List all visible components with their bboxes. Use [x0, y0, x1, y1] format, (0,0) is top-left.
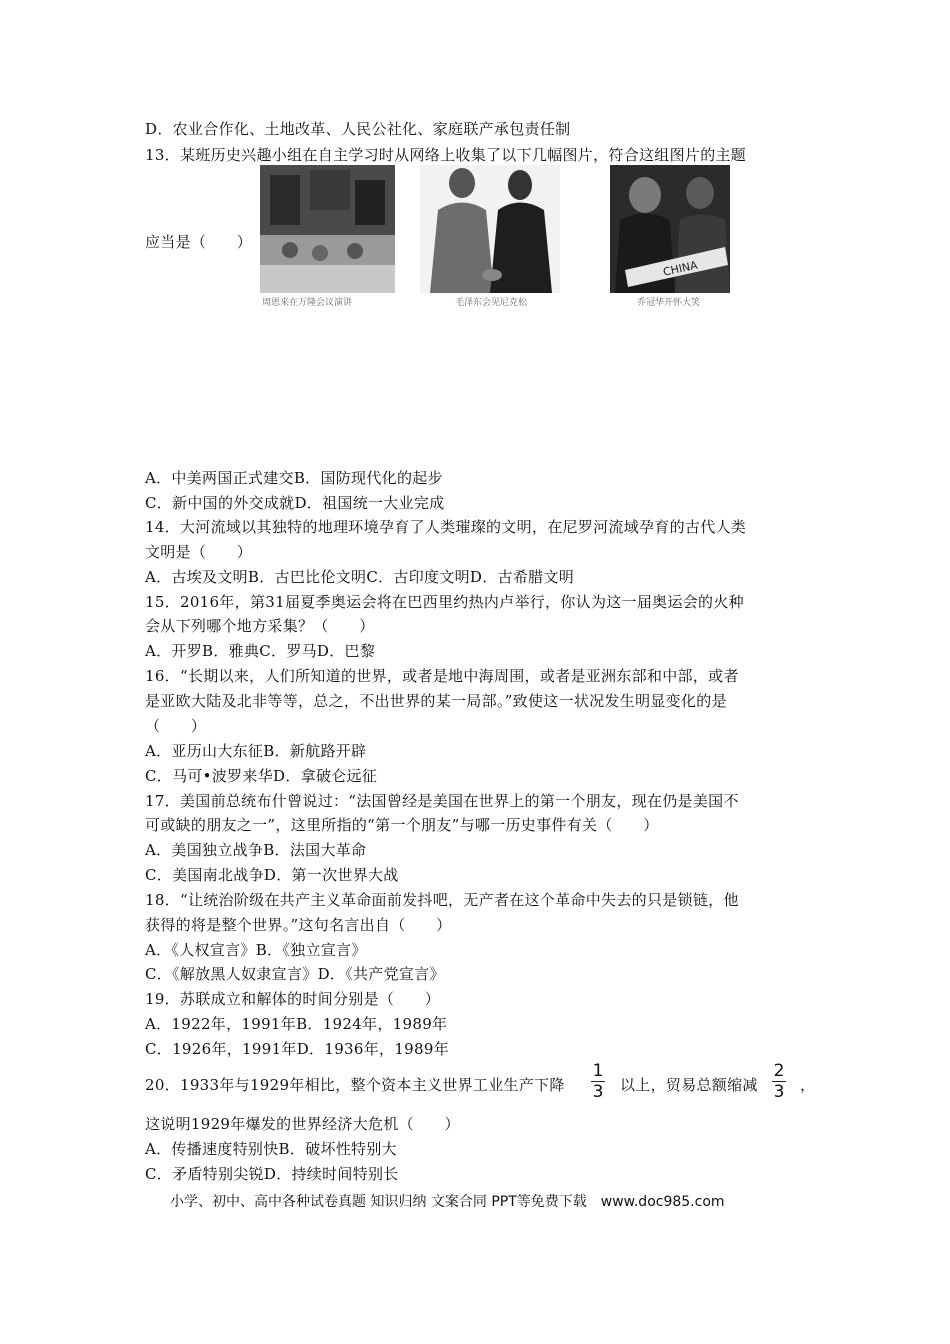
- photo-zhou-enlai: [260, 165, 395, 293]
- question-18: 18．“让统治阶级在共产主义革命面前发抖吧，无产者在这个革命中失去的只是锁链，他: [145, 891, 739, 909]
- footer-text: 小学、初中、高中各种试卷真题 知识归纳 文案合同 PPT等免费下载 www.doc985.com: [170, 1194, 725, 1210]
- option-line: A．传播速度特别快B．破坏性特别大: [145, 1140, 397, 1158]
- text-line: 文明是（ ）: [145, 543, 253, 561]
- option-line: C．马可•波罗来华D．拿破仑远征: [145, 767, 378, 785]
- option-line: C．1926年，1991年D．1936年，1989年: [145, 1040, 449, 1058]
- question-20: 20．1933年与1929年相比，整个资本主义世界工业生产下降: [145, 1076, 565, 1094]
- fraction-one-third: 1 3: [592, 1061, 604, 1102]
- option-line: A．《人权宣言》B．《独立宣言》: [145, 941, 367, 959]
- option-line: A．中美两国正式建交B．国防现代化的起步: [145, 469, 443, 487]
- option-line: A．美国独立战争B．法国大革命: [145, 841, 367, 859]
- photo-caption: 乔冠华开怀大笑: [637, 298, 701, 308]
- option-line: C．《解放黑人奴隶宣言》D．《共产党宣言》: [145, 965, 445, 983]
- option-line: C．新中国的外交成就D．祖国统一大业完成: [145, 494, 445, 512]
- text-line: （ ）: [145, 717, 207, 735]
- question-19: 19．苏联成立和解体的时间分别是（ ）: [145, 990, 441, 1008]
- option-line: A．古埃及文明B．古巴比伦文明C．古印度文明D．古希腊文明: [145, 568, 575, 586]
- text-line: 以上，贸易总额缩减: [620, 1076, 758, 1094]
- photo-qiao-guanhua: [610, 165, 730, 293]
- text-line: D．农业合作化、土地改革、人民公社化、家庭联产承包责任制: [145, 120, 571, 138]
- photo-caption: 周恩来在万隆会议演讲: [262, 298, 353, 308]
- option-line: C．矛盾特别尖锐D．持续时间特别长: [145, 1165, 399, 1183]
- photo-caption: 毛泽东会见尼克松: [455, 298, 528, 308]
- text-line: 这说明1929年爆发的世界经济大危机（ ）: [145, 1115, 460, 1133]
- text-line: 应当是（ ）: [145, 233, 253, 251]
- option-line: A．亚历山大东征B．新航路开辟: [145, 742, 367, 760]
- question-15: 15．2016年，第31届夏季奥运会将在巴西里约热内卢举行，你认为这一届奥运会的火种: [145, 593, 744, 611]
- fraction-two-thirds: 2 3: [773, 1061, 785, 1102]
- photo-strip: [260, 165, 732, 313]
- question-16: 16．“长期以来，人们所知道的世界，或者是地中海周围，或者是亚洲东部和中部，或者: [145, 667, 739, 685]
- photo-mao-nixon: [420, 165, 560, 293]
- question-13: 13．某班历史兴趣小组在自主学习时从网络上收集了以下几幅图片，符合这组图片的主题: [145, 146, 747, 164]
- option-line: A．开罗B．雅典C．罗马D．巴黎: [145, 642, 376, 660]
- option-line: C．美国南北战争D．第一次世界大战: [145, 866, 399, 884]
- option-line: A．1922年，1991年B．1924年，1989年: [145, 1015, 448, 1033]
- text-line: 可或缺的朋友之一”，这里所指的“第一个朋友”与哪一历史事件有关（ ）: [145, 816, 659, 834]
- text-line: 是亚欧大陆及北非等等，总之，不出世界的某一局部。”致使这一状况发生明显变化的是: [145, 692, 727, 710]
- question-17: 17．美国前总统布什曾说过：“法国曾经是美国在世界上的第一个朋友，现在仍是美国不: [145, 792, 739, 810]
- question-14: 14．大河流域以其独特的地理环境孕育了人类璀璨的文明，在尼罗河流域孕育的古代人类: [145, 518, 747, 536]
- text-line: 获得的将是整个世界。”这句名言出自（ ）: [145, 916, 452, 934]
- text-line: ，: [800, 1076, 816, 1094]
- text-line: 会从下列哪个地方采集？（ ）: [145, 617, 375, 635]
- china-sign-text: CHINA: [661, 258, 699, 279]
